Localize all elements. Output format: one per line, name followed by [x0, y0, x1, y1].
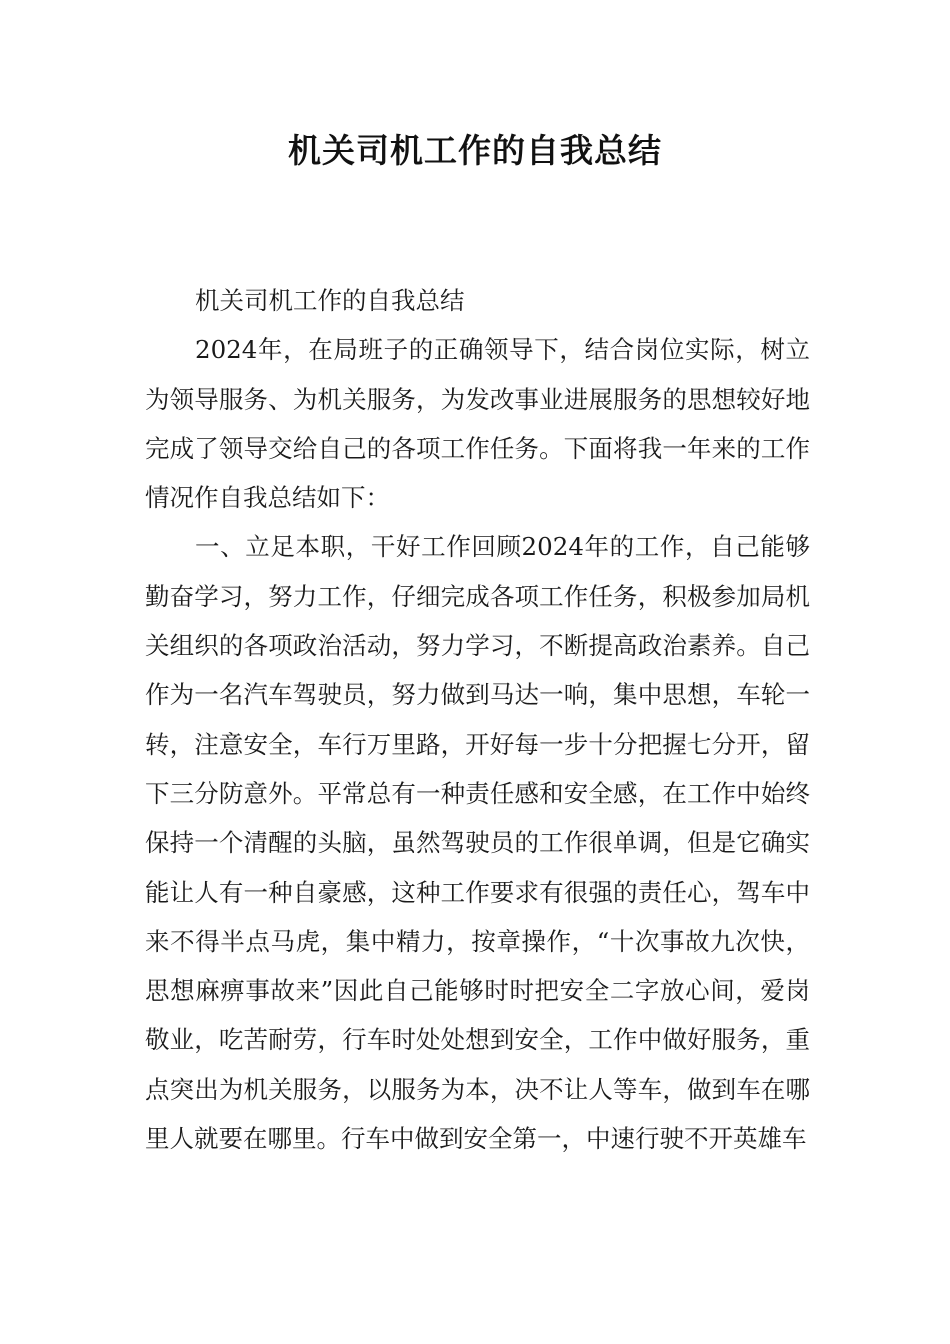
paragraph-subtitle: 机关司机工作的自我总结 — [195, 286, 465, 315]
paragraph-intro: 2024年，在局班子的正确领导下，结合岗位实际，树立为领导服务、为机关服务，为发改事业进展服务的思想较好地完成了领导交给自己的各项工作任务。下面将我一年来的工作情况作自我总结如下： — [145, 335, 810, 513]
document-title: 机关司机工作的自我总结 — [288, 131, 662, 170]
document-body — [145, 276, 810, 1163]
paragraph-section-one: 一、立足本职，干好工作回顾2024年的工作，自己能够勤奋学习，努力工作，仔细完成各项工作任务，积极参加局机关组织的各项政治活动，努力学习，不断提高政治素养。自己作为一名汽车驾驶员，努力做到马达一响，集中思想，车轮一转，注意安全，车行万里路，开好每一步十分把握七分开，留下三分防意外。平常总有一种责任感和安全感，在工作中始终保持一个清醒的头脑，虽然驾驶员的工作很单调，但是它确实能让人有一种自豪感，这种工作要求有很强的责任心，驾车中来不得半点马虎，集中精力，按章操作，“十次事故九次快，思想麻痹事故来”因此自己能够时时把安全二字放心间，爱岗敬业，吃苦耐劳，行车时处处想到安全，工作中做好服务，重点突出为机关服务，以服务为本，决不让人等车，做到车在哪里人就要在哪里。行车中做到安全第一，中速行驶不开英雄车 — [145, 532, 810, 1154]
